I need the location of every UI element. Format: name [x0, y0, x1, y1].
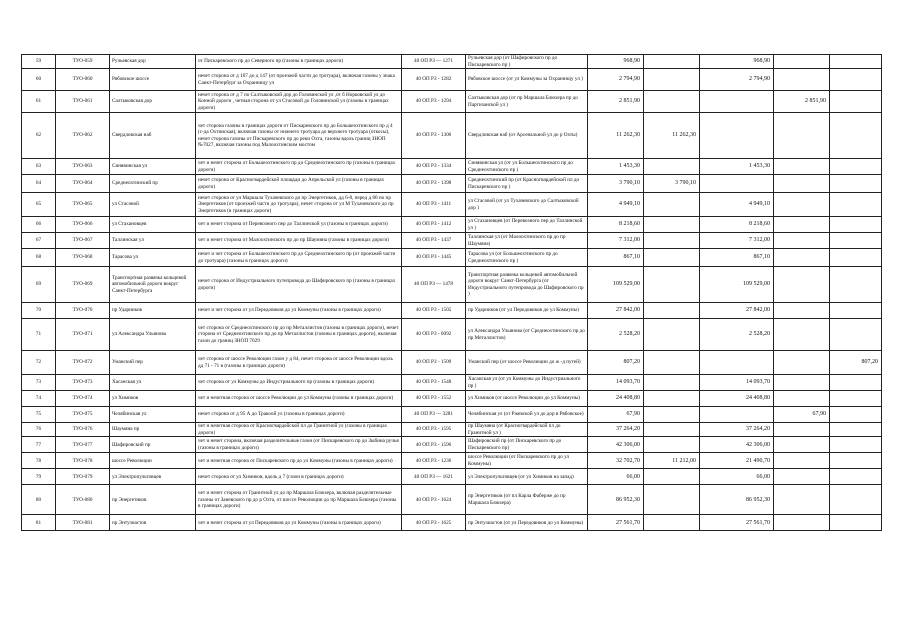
total-area: 8 218,60 — [588, 217, 644, 233]
location-description: чет сторона газоны в границах дороги от Пискаревского пр до Большеохтинского пр д 4 (с-да Охтинская), включая газоны от нижнего тротуара до верхнего тротуара (откосы), нечет сторона газоны от Пискаревского пр до реки Охта, газоны вдоль границ ЗНОП №7027, включая газоны под Малоохтинским мостом — [196, 113, 402, 159]
road-name: Уманский пер — [110, 351, 196, 375]
area-column-d — [830, 249, 882, 267]
object-code: ТУО-063 — [56, 159, 110, 175]
registry-number: 40 ОП РЗ - 1596 — [402, 437, 466, 453]
table-row — [22, 485, 882, 515]
area-column-d — [830, 375, 882, 391]
location-description: чет и нечет сторона от Перевозного пер до Таллинской ул (газоны в границах дороги) — [196, 217, 402, 233]
road-full-name: Шафировский пр (от Пискаревского пр до Пискаревского пр) — [466, 437, 588, 453]
area-column-b: 867,10 — [700, 249, 774, 267]
total-area: 86 952,30 — [588, 485, 644, 515]
road-full-name: Свердловская наб (от Арсенальной ул до р Охты) — [466, 113, 588, 159]
location-description: чет и нечетная сторона от Пискаревского пр до ул Коммуны (газоны в границах дороги) — [196, 453, 402, 469]
area-column-d — [830, 423, 882, 437]
table-row — [22, 267, 882, 303]
area-column-b: 27 842,00 — [700, 303, 774, 319]
area-column-b: 968,90 — [700, 55, 774, 69]
total-area: 32 702,70 — [588, 453, 644, 469]
object-code: ТУО-080 — [56, 485, 110, 515]
table-row — [22, 233, 882, 249]
table-row — [22, 319, 882, 351]
location-description: чет сторона от шоссе Революции газон у д 84, нечет сторона от шоссе Революции вдоль дд 71 - 71 в (газоны в границах дороги) — [196, 351, 402, 375]
table-row — [22, 407, 882, 423]
registry-number: 40 ОП РЗ - 1398 — [402, 175, 466, 193]
area-column-b: 4 949,10 — [700, 193, 774, 217]
row-number: 73 — [22, 375, 56, 391]
registry-number: 40 ОП РЗ - 1445 — [402, 249, 466, 267]
road-full-name: ул Электропультовцев (от ул Химиков на запад) — [466, 469, 588, 485]
registry-number: 40 ОП РЗ - 1282 — [402, 69, 466, 91]
row-number: 69 — [22, 267, 56, 303]
area-column-d — [830, 407, 882, 423]
object-code: ТУО-067 — [56, 233, 110, 249]
registry-number: 40 ОП РЗ - 0092 — [402, 319, 466, 351]
object-code: ТУО-070 — [56, 303, 110, 319]
area-column-b: 8 218,60 — [700, 217, 774, 233]
total-area: 2 851,90 — [588, 91, 644, 113]
area-column-a — [644, 159, 700, 175]
area-column-d — [830, 217, 882, 233]
object-code: ТУО-065 — [56, 193, 110, 217]
road-full-name: шоссе Революции (от Пискаревского пр до ул Коммуны) — [466, 453, 588, 469]
area-column-b: 21 490,70 — [700, 453, 774, 469]
area-column-a — [644, 55, 700, 69]
row-number: 78 — [22, 453, 56, 469]
road-full-name: Среднеохтинский пр (от Красногвардейской пл до Пискаревского пр ) — [466, 175, 588, 193]
location-description: нечет сторона от д 95 А до Тракоой ул (газоны в границах дороги) — [196, 407, 402, 423]
road-full-name: Уманский пер (от шоссе Революции до ж -д путей) — [466, 351, 588, 375]
road-full-name: Салтыковская дор (от пр Маршала Блюхера пр до Партизанской ул ) — [466, 91, 588, 113]
row-number: 61 — [22, 91, 56, 113]
location-description: нечет и чет сторона от Большеохтинского пр до Среднеохтинского пр (от проезжей части до тротуара) (газоны в границах дороги) — [196, 249, 402, 267]
table-row — [22, 391, 882, 407]
location-description: чет сторона от Среднеохтинского пр до пр Металлистов (газоны в границах дороги), нечет сторона от Среднеохтинского пр до пр Металлистов (газоны в границах дороги), включая газон до границ ЗНОП 7029 — [196, 319, 402, 351]
location-description: нечет сторона от Индустриального путепровода до Шафировского пр (газоны в границах дороги) — [196, 267, 402, 303]
object-code: ТУО-075 — [56, 407, 110, 423]
road-name: ул Электропультовцев — [110, 469, 196, 485]
row-number: 79 — [22, 469, 56, 485]
area-column-b — [700, 113, 774, 159]
area-column-b: 14 093,70 — [700, 375, 774, 391]
area-column-c — [774, 159, 830, 175]
road-name: ул Химиков — [110, 391, 196, 407]
registry-number: 40 ОП РЗ - 1437 — [402, 233, 466, 249]
road-full-name: Таллинская ул (от Малоохтинского пр до пр Шаумяна) — [466, 233, 588, 249]
area-column-d — [830, 485, 882, 515]
registry-number: 40 ОП РЗ - 1412 — [402, 217, 466, 233]
area-column-d — [830, 159, 882, 175]
location-description: чет и нечет сторона, включая разделительные газон (от Пискаревского пр до Зыбина ручья (газоны в границах дороги) — [196, 437, 402, 453]
area-column-d — [830, 453, 882, 469]
registry-number: 40 ОП РЗ - 1624 — [402, 485, 466, 515]
table-row — [22, 175, 882, 193]
area-column-b: 2 528,20 — [700, 319, 774, 351]
road-name: Среднеохтинский пр — [110, 175, 196, 193]
area-column-a — [644, 233, 700, 249]
table-row — [22, 469, 882, 485]
area-column-c — [774, 391, 830, 407]
location-description: чет и нечетная сторона от Красногвардейской пл до Гранитной ул (газоны в границах дороги) — [196, 423, 402, 437]
registry-number: 40 ОП РЗ — 1621 — [402, 469, 466, 485]
area-column-a — [644, 515, 700, 531]
registry-number: 40 ОП РЗ - 1548 — [402, 375, 466, 391]
total-area: 807,20 — [588, 351, 644, 375]
area-column-d — [830, 233, 882, 249]
area-column-d: 807,20 — [830, 351, 882, 375]
area-column-c — [774, 375, 830, 391]
road-name: Шафировский пр — [110, 437, 196, 453]
area-column-d — [830, 113, 882, 159]
row-number: 66 — [22, 217, 56, 233]
object-code: ТУО-078 — [56, 453, 110, 469]
total-area: 14 093,70 — [588, 375, 644, 391]
road-name: Синявинская ул — [110, 159, 196, 175]
row-number: 64 — [22, 175, 56, 193]
total-area: 27 842,00 — [588, 303, 644, 319]
area-column-a — [644, 351, 700, 375]
area-column-a — [644, 391, 700, 407]
road-name: Салтыковская дор — [110, 91, 196, 113]
table-row — [22, 453, 882, 469]
location-description: нечет и чет сторона от ул Передовиков до ул Коммуны (газоны в границах дороги) — [196, 303, 402, 319]
area-column-b: 109 529,00 — [700, 267, 774, 303]
row-number: 71 — [22, 319, 56, 351]
area-column-a — [644, 423, 700, 437]
total-area: 1 453,30 — [588, 159, 644, 175]
area-column-a: 3 790,10 — [644, 175, 700, 193]
location-description: нечет сторона от ул Маршала Тухачевского до пр Энергетиков, дд 6-8, перед д 80 по пр Энергетиков (от проезжей части до тротуара), нечет сторона от ул М Тухачевского до пр Энергетиков (в границах дороги) — [196, 193, 402, 217]
area-column-d — [830, 469, 882, 485]
area-column-b: 37 264,20 — [700, 423, 774, 437]
table-row — [22, 91, 882, 113]
registry-number: 40 ОП РЗ - 1552 — [402, 391, 466, 407]
row-number: 75 — [22, 407, 56, 423]
roads-table — [21, 54, 882, 531]
area-column-b: 27 561,70 — [700, 515, 774, 531]
road-name: Тарасова ул — [110, 249, 196, 267]
area-column-b: 66,00 — [700, 469, 774, 485]
area-column-a — [644, 69, 700, 91]
area-column-d — [830, 319, 882, 351]
area-column-d — [830, 267, 882, 303]
road-name: шоссе Революции — [110, 453, 196, 469]
area-column-d — [830, 193, 882, 217]
area-column-c — [774, 515, 830, 531]
road-name: пр Энтузиастов — [110, 515, 196, 531]
table-body — [22, 55, 882, 531]
object-code: ТУО-074 — [56, 391, 110, 407]
location-description: чет и нечет сторона от Большеохтинского пр до Среднеохтинского пр (газоны в границах дороги) — [196, 159, 402, 175]
table-row — [22, 193, 882, 217]
area-column-a — [644, 375, 700, 391]
road-full-name: пр Ударников (от ул Передовиков до ул Коммуны) — [466, 303, 588, 319]
area-column-d — [830, 437, 882, 453]
area-column-c — [774, 469, 830, 485]
area-column-c: 67,90 — [774, 407, 830, 423]
area-column-c — [774, 217, 830, 233]
area-column-c — [774, 303, 830, 319]
registry-number: 40 ОП РЗ — 1271 — [402, 55, 466, 69]
location-description: нечет сторона от д 107 до д 147 (от проезжей части до тротуара), включая газоны у знака Санкт-Петербург за Охранницу ул — [196, 69, 402, 91]
table-row — [22, 423, 882, 437]
row-number: 60 — [22, 69, 56, 91]
location-description: чет сторона от ул Коммуны до Индустриального пр (газоны в границах дороги) — [196, 375, 402, 391]
road-full-name: Транспортная развязка кольцевой автомобильной дороги вокруг Санкт-Петербурга (от Индустриального путепровода до Шафировского пр ) — [466, 267, 588, 303]
area-column-a — [644, 91, 700, 113]
total-area: 109 529,00 — [588, 267, 644, 303]
area-column-c — [774, 193, 830, 217]
object-code: ТУО-064 — [56, 175, 110, 193]
road-full-name: Ручьевская дор (от Шафировского пр до Пискаревского пр ) — [466, 55, 588, 69]
total-area: 27 561,70 — [588, 515, 644, 531]
total-area: 2 794,90 — [588, 69, 644, 91]
total-area: 11 262,30 — [588, 113, 644, 159]
location-description: чет и нечет сторона от ул Передовиков до ул Коммуны (газоны в границах дороги) — [196, 515, 402, 531]
area-column-c — [774, 351, 830, 375]
total-area: 3 790,10 — [588, 175, 644, 193]
row-number: 72 — [22, 351, 56, 375]
road-full-name: ул Стахановцев (от Перевозного пер до Таллинской ул ) — [466, 217, 588, 233]
area-column-d — [830, 55, 882, 69]
area-column-a — [644, 319, 700, 351]
total-area: 66,00 — [588, 469, 644, 485]
area-column-d — [830, 515, 882, 531]
road-name: ул Александра Ульянова — [110, 319, 196, 351]
location-description: нечет сторона от ул Химиков, вдоль д 7 (газон в границах дороги) — [196, 469, 402, 485]
total-area: 4 949,10 — [588, 193, 644, 217]
table-row — [22, 217, 882, 233]
total-area: 2 528,20 — [588, 319, 644, 351]
location-description: чет и нечет сторона от Гранитной ул до пр Маршала Блюхера, включая разделительные газоны от Заневского пр до р Охта, от шоссе Революции до пр Маршала Блюхера (газоны в границах дороги) — [196, 485, 402, 515]
row-number: 76 — [22, 423, 56, 437]
area-column-d — [830, 303, 882, 319]
total-area: 67,90 — [588, 407, 644, 423]
table-row — [22, 159, 882, 175]
table-row — [22, 515, 882, 531]
area-column-b — [700, 351, 774, 375]
area-column-c — [774, 319, 830, 351]
road-name: Хасанская ул — [110, 375, 196, 391]
object-code: ТУО-060 — [56, 69, 110, 91]
registry-number: 40 ОП РЗ — 3281 — [402, 407, 466, 423]
area-column-d — [830, 391, 882, 407]
area-column-a — [644, 249, 700, 267]
object-code: ТУО-072 — [56, 351, 110, 375]
registry-number: 40 ОП РЗ - 1294 — [402, 91, 466, 113]
area-column-a: 11 262,30 — [644, 113, 700, 159]
area-column-b: 1 453,30 — [700, 159, 774, 175]
road-name: Шаумяна пр — [110, 423, 196, 437]
row-number: 74 — [22, 391, 56, 407]
row-number: 63 — [22, 159, 56, 175]
area-column-c — [774, 175, 830, 193]
object-code: ТУО-079 — [56, 469, 110, 485]
road-full-name: пр Энергетиков (от пл Карла Фаберже до пр Маршала Блюхера) — [466, 485, 588, 515]
area-column-a: 11 212,00 — [644, 453, 700, 469]
area-column-a — [644, 437, 700, 453]
area-column-b: 24 408,80 — [700, 391, 774, 407]
road-name: Транспортная развязка кольцевой автомобильной дороги вокруг Санкт-Петербурга — [110, 267, 196, 303]
object-code: ТУО-062 — [56, 113, 110, 159]
area-column-c — [774, 485, 830, 515]
area-column-c — [774, 437, 830, 453]
registry-number: 40 ОП РЗ - 1334 — [402, 159, 466, 175]
road-full-name: Тарасова ул (от Большеохтинского пр до Среднеохтинского пр ) — [466, 249, 588, 267]
location-description: нечет сторона от д 7 по Салтыковской дор до Головинской ул ,от б Норковской ул до Конной дороги , четная сторона от ул Стасовой до Головинской ул (газоны в границах дороги) — [196, 91, 402, 113]
road-name: ул Стахановцев — [110, 217, 196, 233]
area-column-c — [774, 423, 830, 437]
area-column-b: 2 794,90 — [700, 69, 774, 91]
area-column-a — [644, 485, 700, 515]
area-column-b: 42 306,00 — [700, 437, 774, 453]
object-code: ТУО-073 — [56, 375, 110, 391]
area-column-d — [830, 69, 882, 91]
table-row — [22, 113, 882, 159]
area-column-a — [644, 267, 700, 303]
road-full-name: ул Стасовой (от ул Тухачевского до Салтыковской дор ) — [466, 193, 588, 217]
road-full-name: Рябовское шоссе (от ул Коммуны за Охранницу ул ) — [466, 69, 588, 91]
registry-number: 40 ОП РЗ - 1595 — [402, 423, 466, 437]
total-area: 968,90 — [588, 55, 644, 69]
total-area: 37 264,20 — [588, 423, 644, 437]
area-column-c — [774, 233, 830, 249]
object-code: ТУО-071 — [56, 319, 110, 351]
row-number: 67 — [22, 233, 56, 249]
road-full-name: ул Александра Ульянова (от Среднеохтинского пр до пр Металлистов) — [466, 319, 588, 351]
registry-number: 40 ОП РЗ - 1505 — [402, 303, 466, 319]
table-row — [22, 69, 882, 91]
object-code: ТУО-069 — [56, 267, 110, 303]
area-column-c — [774, 113, 830, 159]
total-area: 24 408,80 — [588, 391, 644, 407]
table-row — [22, 249, 882, 267]
road-name: пр Энергетиков — [110, 485, 196, 515]
area-column-c — [774, 267, 830, 303]
object-code: ТУО-081 — [56, 515, 110, 531]
area-column-a — [644, 217, 700, 233]
object-code: ТУО-076 — [56, 423, 110, 437]
registry-number: 40 ОП РЗ - 1509 — [402, 351, 466, 375]
table-row — [22, 375, 882, 391]
road-full-name: ул Химиков (от шоссе Революции до ул Коммуны) — [466, 391, 588, 407]
area-column-c — [774, 55, 830, 69]
road-name: Рябовское шоссе — [110, 69, 196, 91]
row-number: 68 — [22, 249, 56, 267]
road-full-name: пр Энтузиастов (от ул Передовиков до ул Коммуны) — [466, 515, 588, 531]
row-number: 65 — [22, 193, 56, 217]
object-code: ТУО-059 — [56, 55, 110, 69]
road-full-name: Челябинская ул (от Ржевской ул до дор в Рябовское) — [466, 407, 588, 423]
row-number: 59 — [22, 55, 56, 69]
total-area: 42 306,00 — [588, 437, 644, 453]
object-code: ТУО-066 — [56, 217, 110, 233]
area-column-c — [774, 453, 830, 469]
total-area: 867,10 — [588, 249, 644, 267]
registry-number: 40 ОП РЗ - 1236 — [402, 453, 466, 469]
area-column-a — [644, 469, 700, 485]
location-description: нечет сторона от Красногвардейской площади до Апрельской ул (газоны в границах дороги) — [196, 175, 402, 193]
road-name: ул Стасовой — [110, 193, 196, 217]
row-number: 62 — [22, 113, 56, 159]
road-full-name: пр Шаумяна (от Красногвардейской пл до Гранитной ул ) — [466, 423, 588, 437]
area-column-a — [644, 303, 700, 319]
row-number: 81 — [22, 515, 56, 531]
total-area: 7 312,00 — [588, 233, 644, 249]
object-code: ТУО-061 — [56, 91, 110, 113]
area-column-d — [830, 175, 882, 193]
area-column-a — [644, 407, 700, 423]
table-row — [22, 55, 882, 69]
area-column-c — [774, 69, 830, 91]
location-description: чет и нечет сторона от Малоохтинского пр до пр Шаумяна (газоны в границах дороги) — [196, 233, 402, 249]
area-column-c: 2 851,90 — [774, 91, 830, 113]
registry-number: 40 ОП РЗ - 1411 — [402, 193, 466, 217]
location-description: чет и нечетная сторона от шоссе Революции до ул Коммуны (газоны в границах дороги) — [196, 391, 402, 407]
road-full-name: Хасанская ул (от ул Коммуны до Индустриального пр ) — [466, 375, 588, 391]
location-description: от Пискаревского пр до Северного пр (газоны в границах дороги) — [196, 55, 402, 69]
area-column-b: 7 312,00 — [700, 233, 774, 249]
row-number: 70 — [22, 303, 56, 319]
table-row — [22, 437, 882, 453]
road-name: Челябинская ул — [110, 407, 196, 423]
area-column-d — [830, 91, 882, 113]
area-column-b: 86 952,30 — [700, 485, 774, 515]
road-full-name: Синявинская ул (от ул Большеохтинского пр до Среднеохтинского пр ) — [466, 159, 588, 175]
area-column-b — [700, 407, 774, 423]
road-name: Свердловская наб — [110, 113, 196, 159]
registry-number: 40 ОП РЗ — 1478 — [402, 267, 466, 303]
object-code: ТУО-068 — [56, 249, 110, 267]
table-row — [22, 351, 882, 375]
road-name: Таллинская ул — [110, 233, 196, 249]
object-code: ТУО-077 — [56, 437, 110, 453]
area-column-b — [700, 91, 774, 113]
row-number: 77 — [22, 437, 56, 453]
area-column-b — [700, 175, 774, 193]
area-column-c — [774, 249, 830, 267]
registry-number: 40 ОП РЗ - 1625 — [402, 515, 466, 531]
road-name: пр Ударников — [110, 303, 196, 319]
area-column-a — [644, 193, 700, 217]
table-row — [22, 303, 882, 319]
registry-number: 40 ОП РЗ - 1306 — [402, 113, 466, 159]
road-name: Ручьевская дор — [110, 55, 196, 69]
row-number: 80 — [22, 485, 56, 515]
